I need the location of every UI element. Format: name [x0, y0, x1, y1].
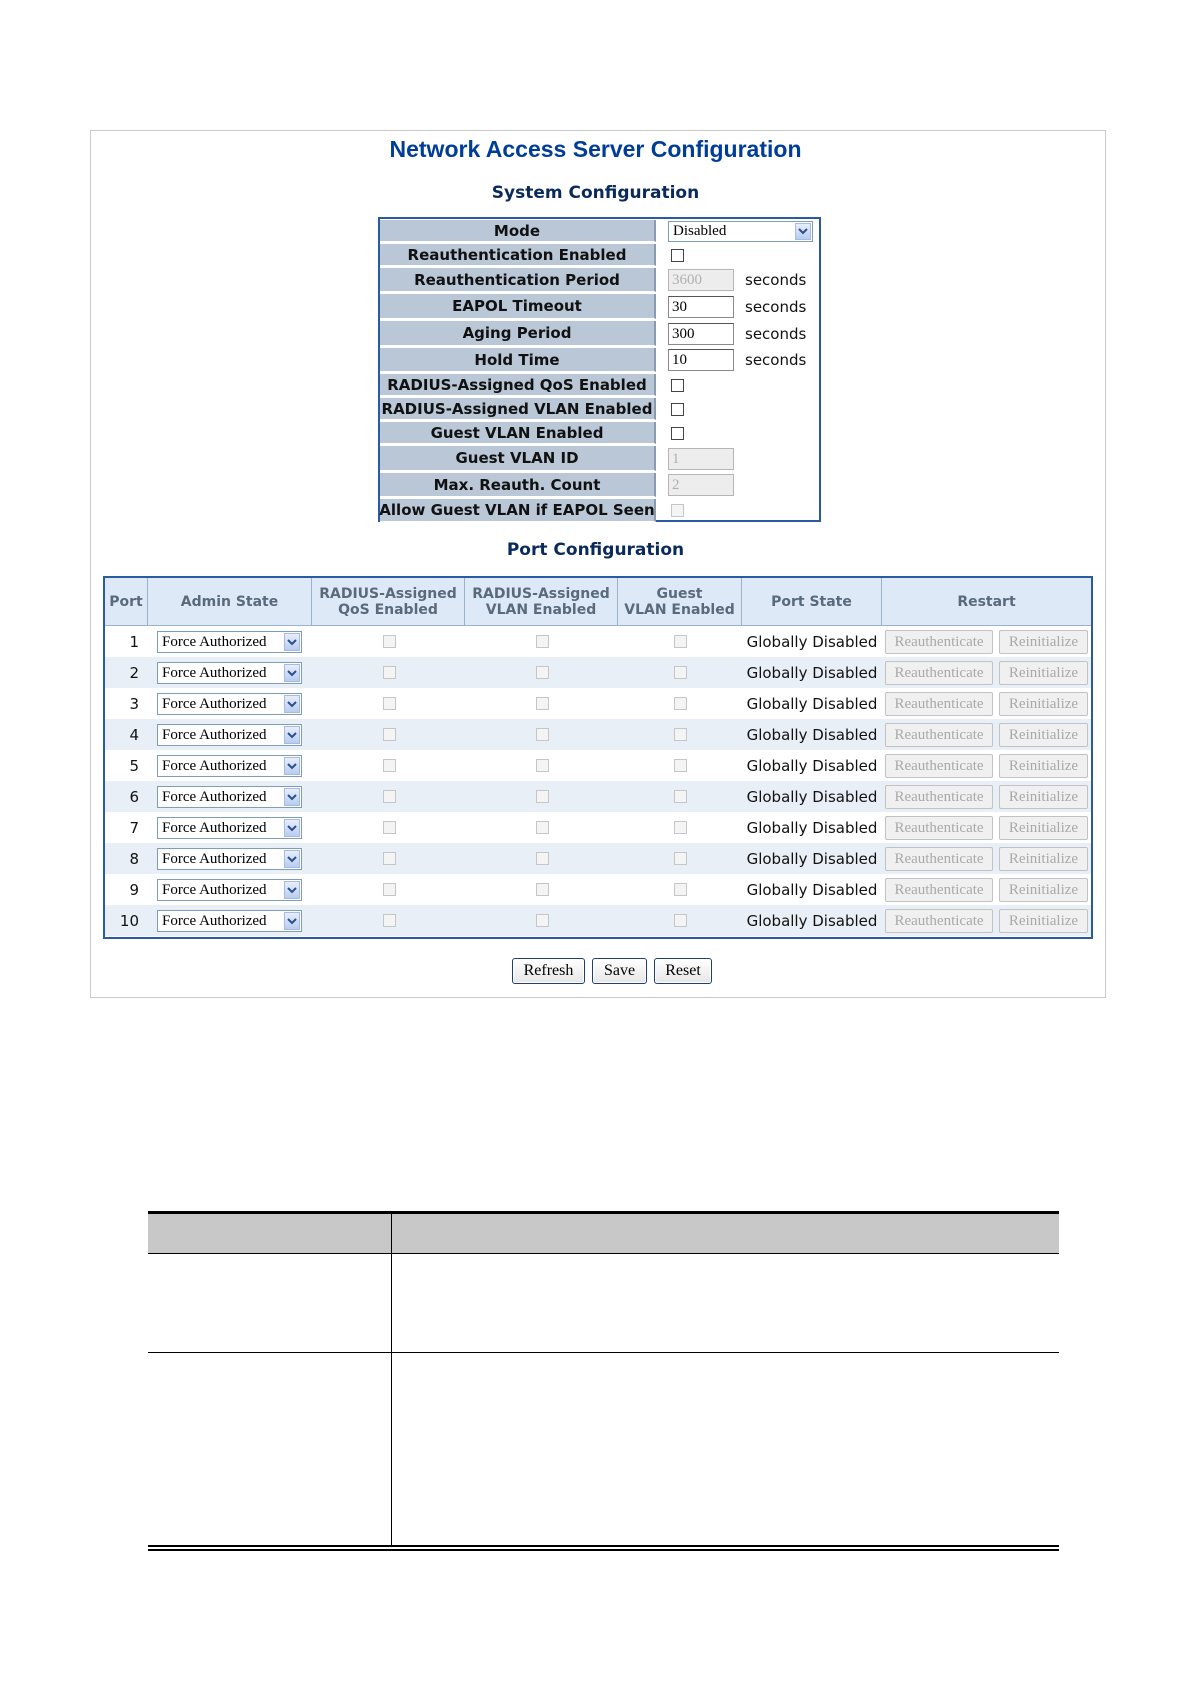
checkbox[interactable] — [671, 403, 684, 416]
radius-vlan-checkbox — [536, 821, 549, 834]
chevron-down-icon[interactable] — [284, 633, 300, 651]
reinitialize-button[interactable]: Reinitialize — [999, 816, 1088, 840]
reinitialize-button[interactable]: Reinitialize — [999, 661, 1088, 685]
system-row-value — [660, 267, 819, 293]
port-number: 10 — [119, 911, 139, 930]
checkbox — [671, 504, 684, 517]
port-state: Globally Disabled — [746, 911, 878, 930]
system-row — [380, 267, 819, 293]
admin-state-select[interactable] — [157, 848, 302, 870]
system-row — [380, 373, 819, 397]
guest-vlan-checkbox — [674, 728, 687, 741]
guest-vlan-checkbox — [674, 852, 687, 865]
header-radius-vlan: RADIUS-Assigned VLAN Enabled — [465, 578, 618, 625]
admin-state-select[interactable] — [157, 786, 302, 808]
chevron-down-icon[interactable] — [284, 881, 300, 899]
system-row-value — [660, 472, 819, 498]
admin-state-value: Force Authorized — [162, 820, 267, 836]
chevron-down-icon[interactable] — [284, 695, 300, 713]
reinitialize-button[interactable]: Reinitialize — [999, 909, 1088, 933]
system-row-label: RADIUS-Assigned VLAN Enabled — [380, 398, 656, 420]
reauthenticate-button[interactable]: Reauthenticate — [885, 723, 993, 747]
port-row — [105, 781, 1091, 812]
port-row — [105, 688, 1091, 719]
system-row — [380, 472, 819, 498]
port-number: 2 — [129, 663, 139, 682]
system-row-value — [660, 421, 819, 445]
reinitialize-button[interactable]: Reinitialize — [999, 723, 1088, 747]
system-row — [380, 498, 819, 523]
admin-state-select[interactable] — [157, 631, 302, 653]
system-row — [380, 219, 819, 243]
radius-vlan-checkbox — [536, 914, 549, 927]
reinitialize-button[interactable]: Reinitialize — [999, 847, 1088, 871]
system-row-label: RADIUS-Assigned QoS Enabled — [380, 374, 656, 396]
port-number: 8 — [129, 849, 139, 868]
text-input: 1 — [668, 448, 734, 470]
checkbox[interactable] — [671, 427, 684, 440]
description-table — [148, 1211, 1059, 1551]
admin-state-select[interactable] — [157, 910, 302, 932]
reauthenticate-button[interactable]: Reauthenticate — [885, 847, 993, 871]
unit-label: seconds — [745, 271, 807, 289]
system-row-label: Mode — [380, 220, 656, 242]
chevron-down-icon[interactable] — [284, 757, 300, 775]
system-row-value — [660, 219, 819, 243]
unit-label: seconds — [745, 298, 807, 316]
reauthenticate-button[interactable]: Reauthenticate — [885, 754, 993, 778]
port-number: 1 — [129, 632, 139, 651]
system-row-label: Max. Reauth. Count — [380, 473, 656, 497]
chevron-down-icon[interactable] — [284, 819, 300, 837]
checkbox[interactable] — [671, 379, 684, 392]
system-row-value — [660, 243, 819, 267]
port-state: Globally Disabled — [746, 880, 878, 899]
admin-state-value: Force Authorized — [162, 882, 267, 898]
radius-vlan-checkbox — [536, 759, 549, 772]
port-row — [105, 657, 1091, 688]
system-config-table — [378, 217, 821, 522]
system-row-value — [660, 445, 819, 472]
checkbox[interactable] — [671, 249, 684, 262]
chevron-down-icon[interactable] — [284, 912, 300, 930]
chevron-down-icon[interactable] — [284, 726, 300, 744]
system-row-label: Aging Period — [380, 321, 656, 346]
port-state: Globally Disabled — [746, 632, 878, 651]
system-row-value — [660, 320, 819, 347]
port-row — [105, 626, 1091, 657]
system-row-label: Guest VLAN ID — [380, 446, 656, 471]
admin-state-value: Force Authorized — [162, 727, 267, 743]
system-row — [380, 293, 819, 320]
port-row — [105, 750, 1091, 781]
radius-vlan-checkbox — [536, 728, 549, 741]
radius-qos-checkbox — [383, 821, 396, 834]
radius-vlan-checkbox — [536, 697, 549, 710]
header-guest-vlan: Guest VLAN Enabled — [618, 578, 742, 625]
mode-select[interactable] — [668, 221, 813, 242]
guest-vlan-checkbox — [674, 697, 687, 710]
admin-state-value: Force Authorized — [162, 634, 267, 650]
port-state: Globally Disabled — [746, 725, 878, 744]
radius-qos-checkbox — [383, 883, 396, 896]
header-radius-qos: RADIUS-Assigned QoS Enabled — [312, 578, 465, 625]
port-number: 3 — [129, 694, 139, 713]
radius-qos-checkbox — [383, 666, 396, 679]
system-row-label: EAPOL Timeout — [380, 294, 656, 319]
system-row-label: Guest VLAN Enabled — [380, 422, 656, 444]
header-admin-state: Admin State — [148, 578, 312, 625]
radius-vlan-checkbox — [536, 635, 549, 648]
system-row-value — [660, 293, 819, 320]
unit-label: seconds — [745, 325, 807, 343]
radius-qos-checkbox — [383, 728, 396, 741]
admin-state-value: Force Authorized — [162, 665, 267, 681]
reinitialize-button[interactable]: Reinitialize — [999, 630, 1088, 654]
system-row-label: Allow Guest VLAN if EAPOL Seen — [380, 499, 656, 522]
port-state: Globally Disabled — [746, 756, 878, 775]
radius-qos-checkbox — [383, 697, 396, 710]
radius-qos-checkbox — [383, 914, 396, 927]
guest-vlan-checkbox — [674, 883, 687, 896]
port-number: 4 — [129, 725, 139, 744]
system-row — [380, 421, 819, 445]
chevron-down-icon[interactable] — [284, 850, 300, 868]
admin-state-value: Force Authorized — [162, 758, 267, 774]
radius-vlan-checkbox — [536, 852, 549, 865]
port-state: Globally Disabled — [746, 818, 878, 837]
reauthenticate-button[interactable]: Reauthenticate — [885, 785, 993, 809]
port-config-heading: Port Configuration — [506, 540, 685, 560]
radius-qos-checkbox — [383, 852, 396, 865]
admin-state-select[interactable] — [157, 662, 302, 684]
text-input[interactable]: 10 — [668, 349, 734, 371]
radius-vlan-checkbox — [536, 790, 549, 803]
port-row — [105, 905, 1091, 936]
unit-label: seconds — [745, 351, 807, 369]
admin-state-value: Force Authorized — [162, 913, 267, 929]
port-table-header — [105, 578, 1091, 626]
guest-vlan-checkbox — [674, 666, 687, 679]
guest-vlan-checkbox — [674, 790, 687, 803]
admin-state-select[interactable] — [157, 879, 302, 901]
header-port: Port — [105, 578, 148, 625]
admin-state-select[interactable] — [157, 693, 302, 715]
guest-vlan-checkbox — [674, 914, 687, 927]
port-state: Globally Disabled — [746, 694, 878, 713]
port-number: 5 — [129, 756, 139, 775]
port-config-table — [103, 576, 1093, 939]
port-row — [105, 812, 1091, 843]
reinitialize-button[interactable]: Reinitialize — [999, 692, 1088, 716]
save-button[interactable]: Save — [592, 958, 647, 984]
description-table-header — [148, 1211, 1059, 1253]
radius-qos-checkbox — [383, 790, 396, 803]
system-row — [380, 397, 819, 421]
guest-vlan-checkbox — [674, 821, 687, 834]
refresh-button[interactable]: Refresh — [512, 958, 585, 984]
port-row — [105, 843, 1091, 874]
reauthenticate-button[interactable]: Reauthenticate — [885, 878, 993, 902]
system-row-label: Reauthentication Enabled — [380, 244, 656, 266]
radius-qos-checkbox — [383, 759, 396, 772]
admin-state-select[interactable] — [157, 724, 302, 746]
mode-select-value: Disabled — [673, 223, 727, 239]
system-row-value — [660, 397, 819, 421]
admin-state-value: Force Authorized — [162, 789, 267, 805]
admin-state-select[interactable] — [157, 817, 302, 839]
reset-button[interactable]: Reset — [654, 958, 712, 984]
radius-vlan-checkbox — [536, 883, 549, 896]
reauthenticate-button[interactable]: Reauthenticate — [885, 661, 993, 685]
chevron-down-icon[interactable] — [284, 664, 300, 682]
port-number: 9 — [129, 880, 139, 899]
system-row-value — [660, 373, 819, 397]
admin-state-select[interactable] — [157, 755, 302, 777]
port-number: 7 — [129, 818, 139, 837]
text-input: 2 — [668, 474, 734, 496]
admin-state-value: Force Authorized — [162, 851, 267, 867]
reinitialize-button[interactable]: Reinitialize — [999, 785, 1088, 809]
system-row — [380, 347, 819, 373]
table-bottom-rule — [148, 1545, 1059, 1551]
radius-vlan-checkbox — [536, 666, 549, 679]
system-config-heading: System Configuration — [491, 183, 700, 203]
guest-vlan-checkbox — [674, 635, 687, 648]
chevron-down-icon[interactable] — [795, 223, 811, 240]
system-row-value — [660, 498, 819, 523]
reauthenticate-button[interactable]: Reauthenticate — [885, 816, 993, 840]
system-row-label: Reauthentication Period — [380, 268, 656, 292]
header-restart: Restart — [957, 593, 1016, 610]
port-state: Globally Disabled — [746, 663, 878, 682]
reinitialize-button[interactable]: Reinitialize — [999, 754, 1088, 778]
text-input[interactable]: 300 — [668, 323, 734, 345]
radius-qos-checkbox — [383, 635, 396, 648]
port-state: Globally Disabled — [746, 849, 878, 868]
reauthenticate-button[interactable]: Reauthenticate — [885, 909, 993, 933]
reinitialize-button[interactable]: Reinitialize — [999, 878, 1088, 902]
port-state: Globally Disabled — [746, 787, 878, 806]
system-row — [380, 320, 819, 347]
chevron-down-icon[interactable] — [284, 788, 300, 806]
port-number: 6 — [129, 787, 139, 806]
page-title: Network Access Server Configuration — [389, 136, 802, 162]
system-row-value — [660, 347, 819, 373]
header-port-state: Port State — [742, 578, 882, 625]
system-row — [380, 445, 819, 472]
row-divider — [148, 1253, 1059, 1254]
system-row-label: Hold Time — [380, 348, 656, 372]
reauthenticate-button[interactable]: Reauthenticate — [885, 692, 993, 716]
reauthenticate-button[interactable]: Reauthenticate — [885, 630, 993, 654]
row-divider — [148, 1352, 1059, 1353]
text-input: 3600 — [668, 269, 734, 291]
column-divider — [391, 1211, 392, 1546]
admin-state-value: Force Authorized — [162, 696, 267, 712]
port-row — [105, 719, 1091, 750]
port-row — [105, 874, 1091, 905]
text-input[interactable]: 30 — [668, 296, 734, 318]
system-row — [380, 243, 819, 267]
guest-vlan-checkbox — [674, 759, 687, 772]
